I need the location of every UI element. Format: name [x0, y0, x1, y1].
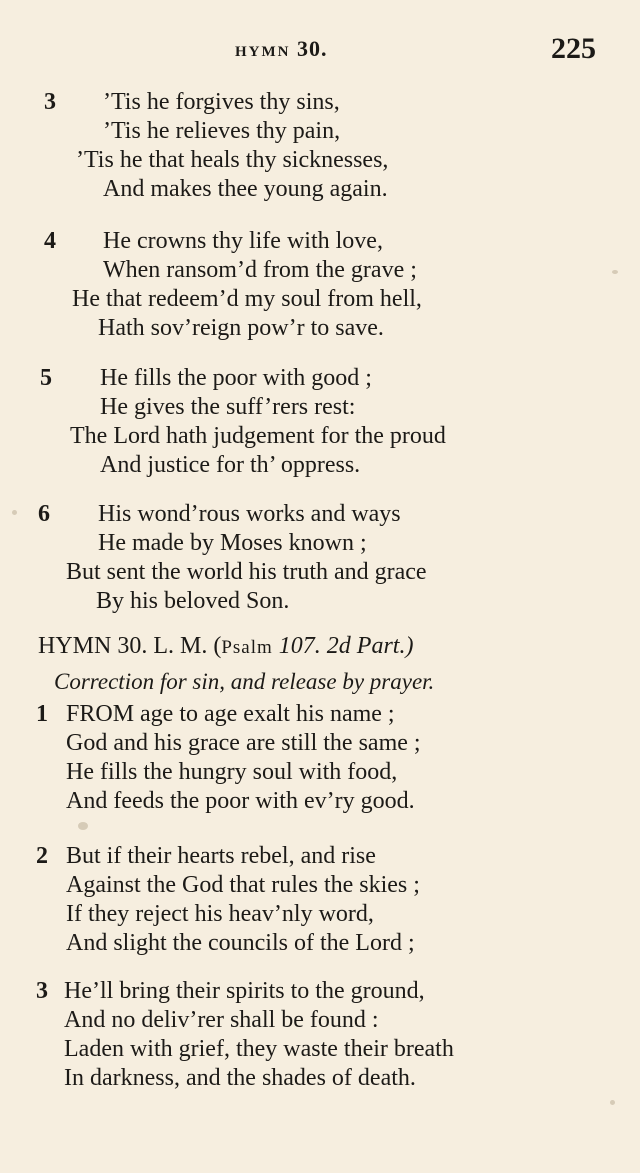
hymn-title	[38, 630, 413, 664]
verse-line: In darkness, and the shades of death.	[64, 1065, 416, 1091]
verse-line: When ransom’d from the grave ;	[103, 257, 417, 283]
stanza-number: 6	[38, 501, 50, 527]
stanza-number: 2	[36, 843, 48, 869]
hymn-title-suffix: 107. 2d Part.)	[272, 633, 414, 659]
verse-line: God and his grace are still the same ;	[66, 730, 421, 756]
verse-line	[66, 700, 395, 729]
verse-line-rest: age to age exalt his name ;	[134, 701, 395, 727]
verse-line: Laden with grief, they waste their breath	[64, 1036, 454, 1062]
verse-line: ’Tis he relieves thy pain,	[103, 118, 341, 144]
verse-line: And no deliv’rer shall be found :	[64, 1007, 379, 1033]
verse-line: ’Tis he that heals thy sicknesses,	[76, 147, 389, 173]
running-title	[235, 36, 328, 62]
verse-line: He fills the poor with good ;	[100, 365, 372, 391]
verse-line: Hath sov’reign pow’r to save.	[98, 315, 384, 341]
verse-line: He crowns thy life with love,	[103, 228, 383, 254]
hymn-title-prefix: HYMN 30. L. M. (	[38, 633, 222, 659]
verse-line: He fills the hungry soul with food,	[66, 759, 398, 785]
verse-line: If they reject his heav’nly word,	[66, 901, 374, 927]
verse-line: But sent the world his truth and grace	[66, 559, 427, 585]
paper-spot	[612, 270, 618, 274]
verse-line: But if their hearts rebel, and rise	[66, 843, 376, 869]
stanza-number: 3	[36, 978, 48, 1004]
drop-word: FROM	[66, 701, 135, 727]
verse-line: And slight the councils of the Lord ;	[66, 930, 415, 956]
running-title-number: 30.	[297, 36, 328, 61]
stanza-number: 4	[44, 228, 56, 254]
verse-line: He’ll bring their spirits to the ground,	[64, 978, 425, 1004]
stanza-number: 1	[36, 701, 48, 727]
hymn-subtitle: Correction for sin, and release by prayer.	[54, 669, 435, 694]
verse-line: He made by Moses known ;	[98, 530, 367, 556]
verse-line: His wond’rous works and ways	[98, 501, 401, 527]
paper-spot	[610, 1100, 615, 1105]
verse-line: And feeds the poor with ev’ry good.	[66, 788, 415, 814]
verse-line: By his beloved Son.	[96, 588, 290, 614]
verse-line: The Lord hath judgement for the proud	[70, 423, 446, 449]
verse-line: And justice for th’ oppress.	[100, 452, 361, 478]
verse-line: ’Tis he forgives thy sins,	[103, 89, 340, 115]
verse-line: And makes thee young again.	[103, 176, 388, 202]
running-title-prefix: HYMN	[235, 44, 291, 60]
stanza-number: 3	[44, 89, 56, 115]
verse-line: He gives the suff’rers rest:	[100, 394, 356, 420]
paper-spot	[12, 510, 17, 515]
page-header	[0, 32, 640, 70]
verse-line: He that redeem’d my soul from hell,	[72, 286, 422, 312]
verse-line: Against the God that rules the skies ;	[66, 872, 420, 898]
page-number: 225	[551, 32, 596, 65]
stanza-number: 5	[40, 365, 52, 391]
paper-spot	[78, 822, 88, 830]
hymn-title-psalm: Psalm	[221, 637, 273, 658]
